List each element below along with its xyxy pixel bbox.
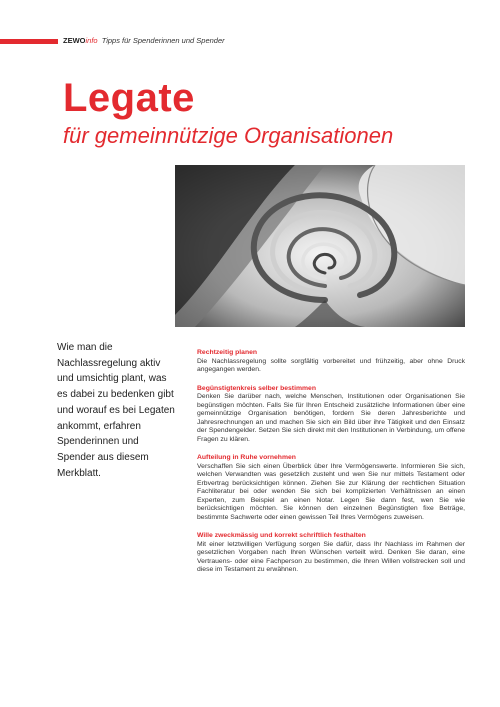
- section-beneficiaries: [197, 385, 465, 445]
- content-column: [197, 349, 465, 585]
- brand-zewo: ZEWO: [63, 36, 86, 45]
- brand-line: [63, 36, 225, 46]
- book-pages-photo: [175, 165, 465, 327]
- red-accent-bar: [0, 39, 58, 44]
- section-body: Die Nachlassregelung sollte sorgfältig vorbereitet und frühzeitig, aber ohne Druck angegangen werden.: [197, 357, 465, 373]
- section-body: Verschaffen Sie sich einen Überblick über Ihre Vermögenswerte. Informieren Sie sich, welchen Verwandten was gesetzlich zusteht und wen Sie nur mittels Testament oder Erbvertrag berücksichtigen können. Ziehen Sie zur Klärung der rechtlichen Situation Fachliteratur bei oder wenden Sie sich bei komplizierten Verhältnissen an einen Experten, zum Beispiel an einen Notar. Legen Sie dann fest, wen Sie wie berücksichtigen möchten. Sie können den einzelnen Begünstigten fixe Beträge, bestimmte Sachwerte oder einen gewissen Teil Ihres Vermögens zuweisen.: [197, 462, 465, 521]
- section-heading: Aufteilung in Ruhe vornehmen: [197, 454, 296, 461]
- lead-paragraph: Wie man die Nachlassregelung aktiv und umsichtig plant, was es dabei zu bedenken gibt und worauf es bei Legaten ankommt, erfahren Spenderinnen und Spender aus diesem Merkblatt.: [57, 342, 175, 479]
- section-body: Denken Sie darüber nach, welche Menschen, Institutionen oder Organisationen Sie begünstigen möchten. Falls Sie für Ihren Entscheid zusätzliche Informationen über eine gemeinnützige Organisation benötigen, fordern Sie deren Jahresberichte und Jahresrechnungen an und machen Sie sich ein Bild über ihre Tätigkeit und den Einsatz der Spendengelder. Setzen Sie sich direkt mit den Institutionen in Verbindung, um offene Fragen zu klären.: [197, 393, 465, 443]
- section-heading: Rechtzeitig planen: [197, 349, 258, 356]
- section-body: Mit einer letztwilligen Verfügung sorgen Sie dafür, dass Ihr Nachlass im Rahmen der gesetzlichen Vorgaben nach Ihren Wünschen verteilt wird. Denken Sie daran, eine Vertrauens- oder eine Fachperson zu bestimmen, die Ihren Willen vollstrecken soll und diese im Testament zu erwähnen.: [197, 540, 465, 573]
- section-planning: [197, 349, 465, 375]
- header-bar: [0, 36, 500, 46]
- brand-info: info: [85, 36, 98, 45]
- section-heading: Begünstigtenkreis selber bestimmen: [197, 384, 316, 392]
- header-tagline: Tipps für Spenderinnen und Spender: [101, 36, 225, 45]
- page-subtitle: für gemeinnützige Organisationen: [63, 123, 394, 148]
- section-heading: Wille zweckmässig und korrekt schriftlich festhalten: [197, 532, 366, 539]
- page-title: Legate: [63, 76, 195, 120]
- section-distribution: [197, 454, 465, 522]
- section-written-will: [197, 532, 465, 575]
